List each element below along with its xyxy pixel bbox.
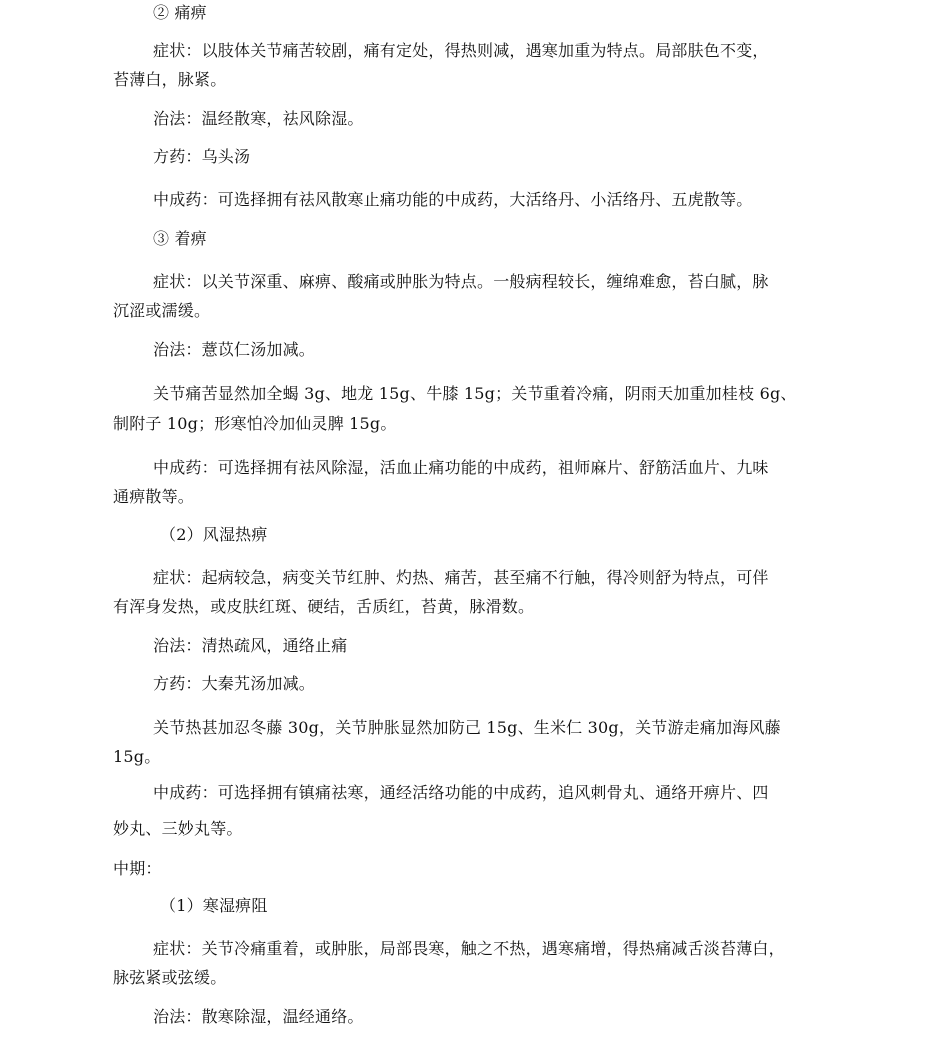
paragraph-line: 通痹散等。 [113,487,195,506]
paragraph-line: 中成药：可选择拥有镇痛祛寒，通经活络功能的中成药，追风刺骨丸、通络开痹片、四 [153,783,769,802]
paragraph-line: 症状：起病较急，病变关节红肿、灼热、痛苦，甚至痛不行触，得冷则舒为特点，可伴 [153,568,769,587]
paragraph-line: 关节热甚加忍冬藤 30g，关节肿胀显然加防己 15g、生米仁 30g，关节游走痛加海风藤 [153,718,781,737]
heading-hanshibizu: （1）寒湿痹阻 [160,896,268,915]
paragraph-line: 方药：乌头汤 [153,147,251,166]
heading-tongbi: ② 痛痹 [153,3,207,22]
paragraph-line: 脉弦紧或弦缓。 [113,968,227,987]
paragraph-line: 治法：清热疏风，通络止痛 [153,636,348,655]
paragraph-line: 治法：温经散寒，祛风除湿。 [153,109,364,128]
paragraph-line: 有浑身发热，或皮肤红斑、硬结，舌质红，苔黄，脉滑数。 [113,597,535,616]
paragraph-line: 中成药：可选择拥有祛风散寒止痛功能的中成药，大活络丹、小活络丹、五虎散等。 [153,190,753,209]
paragraph-line: 制附子 10g；形寒怕冷加仙灵脾 15g。 [113,414,397,433]
paragraph-line: 沉涩或濡缓。 [113,301,211,320]
paragraph-line: 15g。 [113,747,161,766]
paragraph-line: 症状：以关节深重、麻痹、酸痛或肿胀为特点。一般病程较长，缠绵难愈，苔白腻，脉 [153,272,769,291]
paragraph-line: 妙丸、三妙丸等。 [113,819,243,838]
heading-fengshirebi: （2）风湿热痹 [160,525,268,544]
paragraph-line: 症状：关节冷痛重着，或肿胀，局部畏寒，触之不热，遇寒痛增，得热痛减舌淡苔薄白， [153,939,785,958]
paragraph-line: 治法：薏苡仁汤加减。 [153,340,316,359]
paragraph-line: 苔薄白，脉紧。 [113,70,227,89]
paragraph-line: 中成药：可选择拥有祛风除湿，活血止痛功能的中成药，祖师麻片、舒筋活血片、九味 [153,458,769,477]
paragraph-line: 方药：大秦艽汤加减。 [153,674,316,693]
heading-zhuobi: ③ 着痹 [153,229,207,248]
paragraph-line: 治法：散寒除湿，温经通络。 [153,1007,364,1026]
paragraph-line: 关节痛苦显然加全蝎 3g、地龙 15g、牛膝 15g；关节重着冷痛，阴雨天加重加桂枝 6g、 [153,384,797,403]
heading-zhongqi: 中期： [113,859,162,878]
paragraph-line: 症状：以肢体关节痛苦较剧，痛有定处，得热则减，遇寒加重为特点。局部肤色不变， [153,41,769,60]
